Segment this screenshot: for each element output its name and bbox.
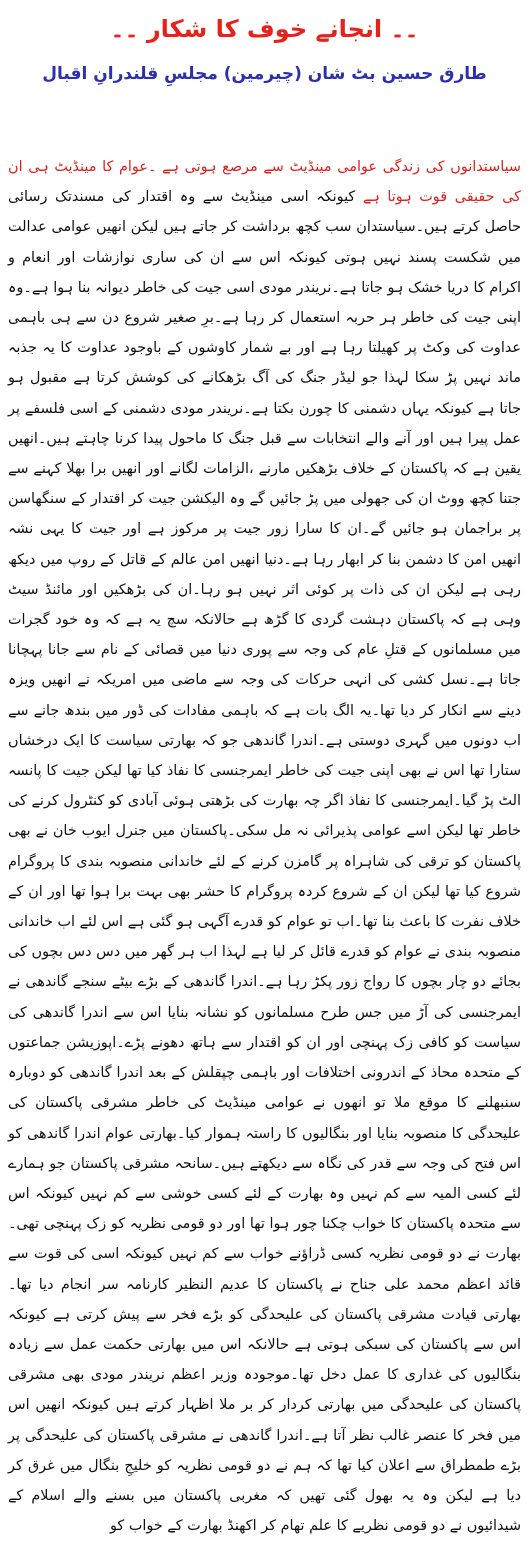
article-page: [0, 12, 529, 1535]
article-byline: طارق حسین بٹ شان (چیرمین) مجلسِ قلندرانِ اقبال: [42, 64, 487, 84]
article-lead: سیاستدانوں کی زندگی عوامی مینڈیٹ سے مرصع ہوتی ہے ۔عوام کا مینڈیٹ ہی ان کی حقیقی قوت ہوتا ہے: [8, 159, 521, 206]
article-body: [8, 152, 521, 1541]
article-body-text: کیونکہ اسی مینڈیٹ سے وہ اقتدار کی مسندتک رسائی حاصل کرتے ہیں۔سیاستدان سب کچھ برداشت کر جاتے ہیں لیکن انھیں عوامی عدالت میں شکست پسند نہیں ہوتی کیونکہ اس سے ان کی ساری نوازشات اور انعام و اکرام کا دریا خشک ہو جاتا ہے۔نریندر مودی اسی جیت کی خاطر دیوانہ بنا ہوا ہے۔وہ اپنی جیت کی خاطر ہر حربہ استعمال کر رہا ہے۔برِ صغیر شروع دن سے ہی باہمی عداوت کی وکٹ پر کھیلتا رہا ہے اور بے شمار کاوشوں کے باوجود عداوت کا یہ جذبہ ماند نہیں پڑ سکا لہذا جو لیڈر جنگ کی آگ بڑھکانے کی کوشش کرتا ہے مقبول ہو جاتا ہے کیونکہ یہاں دشمنی کا چورن بکتا ہے۔نریندر مودی دشمنی کے اسی فلسفے پر عمل پیرا ہیں اور آنے والے انتخابات سے قبل جنگ کا ماحول پیدا کرنا چاہتے ہیں۔انھیں یقین ہے کہ پاکستان کے خلاف بڑھکیں مارنے ،الزامات لگانے اور انھیں برا بھلا کہنے سے جتنا کچھ ووٹ ان کی جھولی میں پڑ جائیں گے وہ الیکشن جیت کر اقتدار کے سنگھاسن پر براجمان ہو جائیں گے۔ان کا سارا زور جیت پر مرکوز ہے اور جیت کا یہی نشہ انھیں امن کا دشمن بنا کر ابھار رہا ہے۔دنیا انھیں امن عالم کے قاتل کے روپ میں دیکھ رہی ہے لیکن ان کی ذات پر کوئی اثر نہیں ہو رہا۔ان کی بڑھکیں اور مائنڈ سیٹ وہی ہے کہ پاکستان دہشت گردی کا گڑھ ہے حالانکہ سچ یہ ہے کہ وہ خود گجرات میں مسلمانوں کے قتلِ عام کی وجہ سے پوری دنیا میں قصائی کے نام سے جانا پہچانا جاتا ہے۔نسل کشی کی انہی حرکات کی وجہ سے ماضی میں امریکہ نے انھیں ویزہ دینے سے انکار کر دیا تھا۔یہ الگ بات ہے کہ باہمی مفادات کی ڈور میں بندھ جانے سے اب دونوں میں گہری دوستی ہے۔اندرا گاندھی جو کہ بھارتی سیاست کا ایک درخشاں ستارا تھا اس نے بھی اپنی جیت کی خاطر ایمرجنسی کا نفاذ کیا تھا لیکن جیت کا پانسہ الٹ پڑ گیا۔ایمرجنسی کا نفاذ اگر چہ بھارت کی بڑھتی ہوئی آبادی کو کنٹرول کرنے کی خاطر تھا لیکن اسے عوامی پذیرائی نہ مل سکی۔پاکستان میں جنرل ایوب خان نے بھی پاکستان کو ترقی کی شاہراہ پر گامزن کرنے کے لئے خاندانی منصوبہ بندی کا پروگرام شروع کیا تھا لیکن ان کے شروع کردہ پروگرام کا حشر بھی بہت برا ہوا تھا اور ان کے خلاف نفرت کا باعث بنا تھا۔اب تو عوام کو قدرے آگہی ہو گئی ہے اس لئے اب خاندانی منصوبہ بندی نے عوام کو قدرے قائل کر لیا ہے لہذا اب ہر گھر میں دس دس بچوں کی بجائے دو چار بچوں کا رواج زور پکڑ رہا ہے۔اندرا گاندھی کے بڑے بیٹے سنجے گاندھی نے ایمرجنسی کی آڑ میں جس طرح مسلمانوں کو نشانہ بنایا اس سے اندرا گاندھی کی سیاست کو کافی زک پہنچی اور ان کو اقتدار سے ہاتھ دھونے پڑے۔اپوزیشن جماعتوں کے متحدہ محاذ کے اندرونی اختلافات اور باہمی چپقلش کے بعد اندرا گاندھی کو دوبارہ سنبھلنے کا موقع ملا تو انھوں نے عوامی مینڈیٹ کی خاطر مشرقی پاکستان کی علیحدگی کا منصوبہ بنایا اور بنگالیوں کا راستہ ہموار کیا۔بھارتی عوام اندرا گاندھی کو اس فتح کی وجہ سے قدر کی نگاہ سے دیکھتے ہیں۔سانحہ مشرقی پاکستان جو ہمارے لئے کسی المیہ سے کم نہیں وہ بھارت کے لئے کسی خوشی سے کم نہیں کیونکہ اس سے متحدہ پاکستان کا خواب چکنا چور ہوا تھا اور دو قومی نظریہ کو زک پہنچی تھی۔بھارت نے دو قومی نظریہ کسی ڈراؤنے خواب سے کم نہیں کیونکہ اسی کی قوت سے قائد اعظم محمد علی جناح نے پاکستان کا عدیم النظیر کارنامہ سر انجام دیا تھا۔بھارتی قیادت مشرقی پاکستان کی علیحدگی کو بڑے فخر سے پیش کرتی ہے کیونکہ اس سے پاکستان کی سبکی ہوتی ہے حالانکہ اس میں بھارتی حکمت عمل سے زیادہ بنگالیوں کی غداری کا عمل دخل تھا۔موجودہ وزیر اعظم نریندر مودی بھی مشرقی پاکستان کی علیحدگی میں بھارتی کردار کر بر ملا اظہار کرتے ہیں کیونکہ انھیں اس میں فخر کا عنصر غالب نظر آتا ہے۔اندرا گاندھی نے مشرقی پاکستان کی علیحدگی پر بڑے طمطراق سے اعلان کیا تھا کہ ہم نے دو قومی نظریہ کو خلیجِ بنگال میں غرق کر دیا ہے لیکن وہ یہ بھول گئی تھیں کہ مغربی پاکستان میں بسنے والے اسلام کے شیدائیوں نے دو قومی نظریے کا علم تھام کر اکھنڈ بھارت کے خواب کو: [8, 189, 521, 1535]
article-headline: ۔۔ انجانے خوف کا شکار ۔۔: [110, 15, 419, 43]
